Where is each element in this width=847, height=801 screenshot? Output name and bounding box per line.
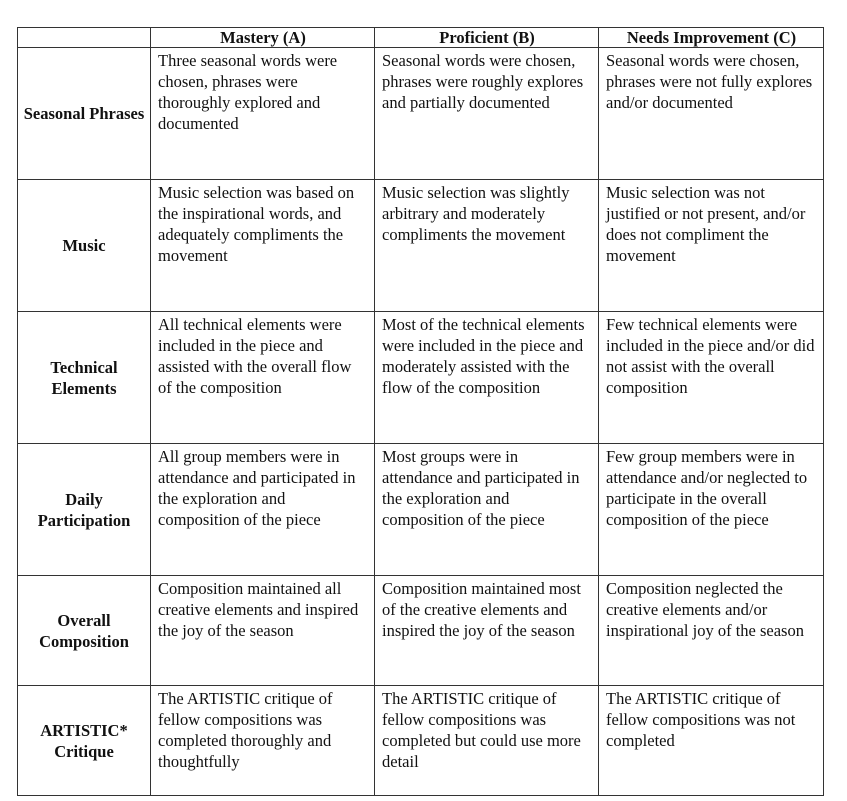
corner-cell [18, 28, 151, 48]
cell-mastery: All technical elements were included in the piece and assisted with the overall flow of the composition [151, 312, 375, 444]
cell-needs-improvement: The ARTISTIC critique of fellow compositions was not completed [599, 686, 824, 796]
header-needs-improvement: Needs Improvement (C) [599, 28, 824, 48]
cell-needs-improvement: Few group members were in attendance and/or neglected to participate in the overall composition of the piece [599, 444, 824, 576]
table-row [18, 312, 824, 444]
cell-needs-improvement: Seasonal words were chosen, phrases were not fully explores and/or documented [599, 48, 824, 180]
header-proficient: Proficient (B) [375, 28, 599, 48]
table-row [18, 444, 824, 576]
criterion-music: Music [18, 180, 151, 312]
table-row [18, 48, 824, 180]
header-row [18, 28, 824, 48]
cell-needs-improvement: Few technical elements were included in the piece and/or did not assist with the overall composition [599, 312, 824, 444]
table-row [18, 686, 824, 796]
cell-needs-improvement: Music selection was not justified or not present, and/or does not compliment the movement [599, 180, 824, 312]
cell-proficient: Most of the technical elements were included in the piece and moderately assisted with the flow of the composition [375, 312, 599, 444]
cell-proficient: Composition maintained most of the creative elements and inspired the joy of the season [375, 576, 599, 686]
criterion-technical-elements: Technical Elements [18, 312, 151, 444]
cell-proficient: Most groups were in attendance and participated in the exploration and composition of the piece [375, 444, 599, 576]
criterion-seasonal-phrases: Seasonal Phrases [18, 48, 151, 180]
cell-mastery: Music selection was based on the inspirational words, and adequately compliments the movement [151, 180, 375, 312]
cell-proficient: Music selection was slightly arbitrary and moderately compliments the movement [375, 180, 599, 312]
criterion-daily-participation: Daily Participation [18, 444, 151, 576]
cell-mastery: All group members were in attendance and participated in the exploration and composition of the piece [151, 444, 375, 576]
rubric-table [17, 27, 824, 796]
cell-mastery: Composition maintained all creative elements and inspired the joy of the season [151, 576, 375, 686]
table-row [18, 180, 824, 312]
header-mastery: Mastery (A) [151, 28, 375, 48]
cell-mastery: Three seasonal words were chosen, phrases were thoroughly explored and documented [151, 48, 375, 180]
cell-proficient: The ARTISTIC critique of fellow compositions was completed but could use more detail [375, 686, 599, 796]
cell-proficient: Seasonal words were chosen, phrases were roughly explores and partially documented [375, 48, 599, 180]
cell-mastery: The ARTISTIC critique of fellow compositions was completed thoroughly and thoughtfully [151, 686, 375, 796]
criterion-overall-composition: Overall Composition [18, 576, 151, 686]
cell-needs-improvement: Composition neglected the creative elements and/or inspirational joy of the season [599, 576, 824, 686]
table-row [18, 576, 824, 686]
criterion-artistic-critique: ARTISTIC* Critique [18, 686, 151, 796]
